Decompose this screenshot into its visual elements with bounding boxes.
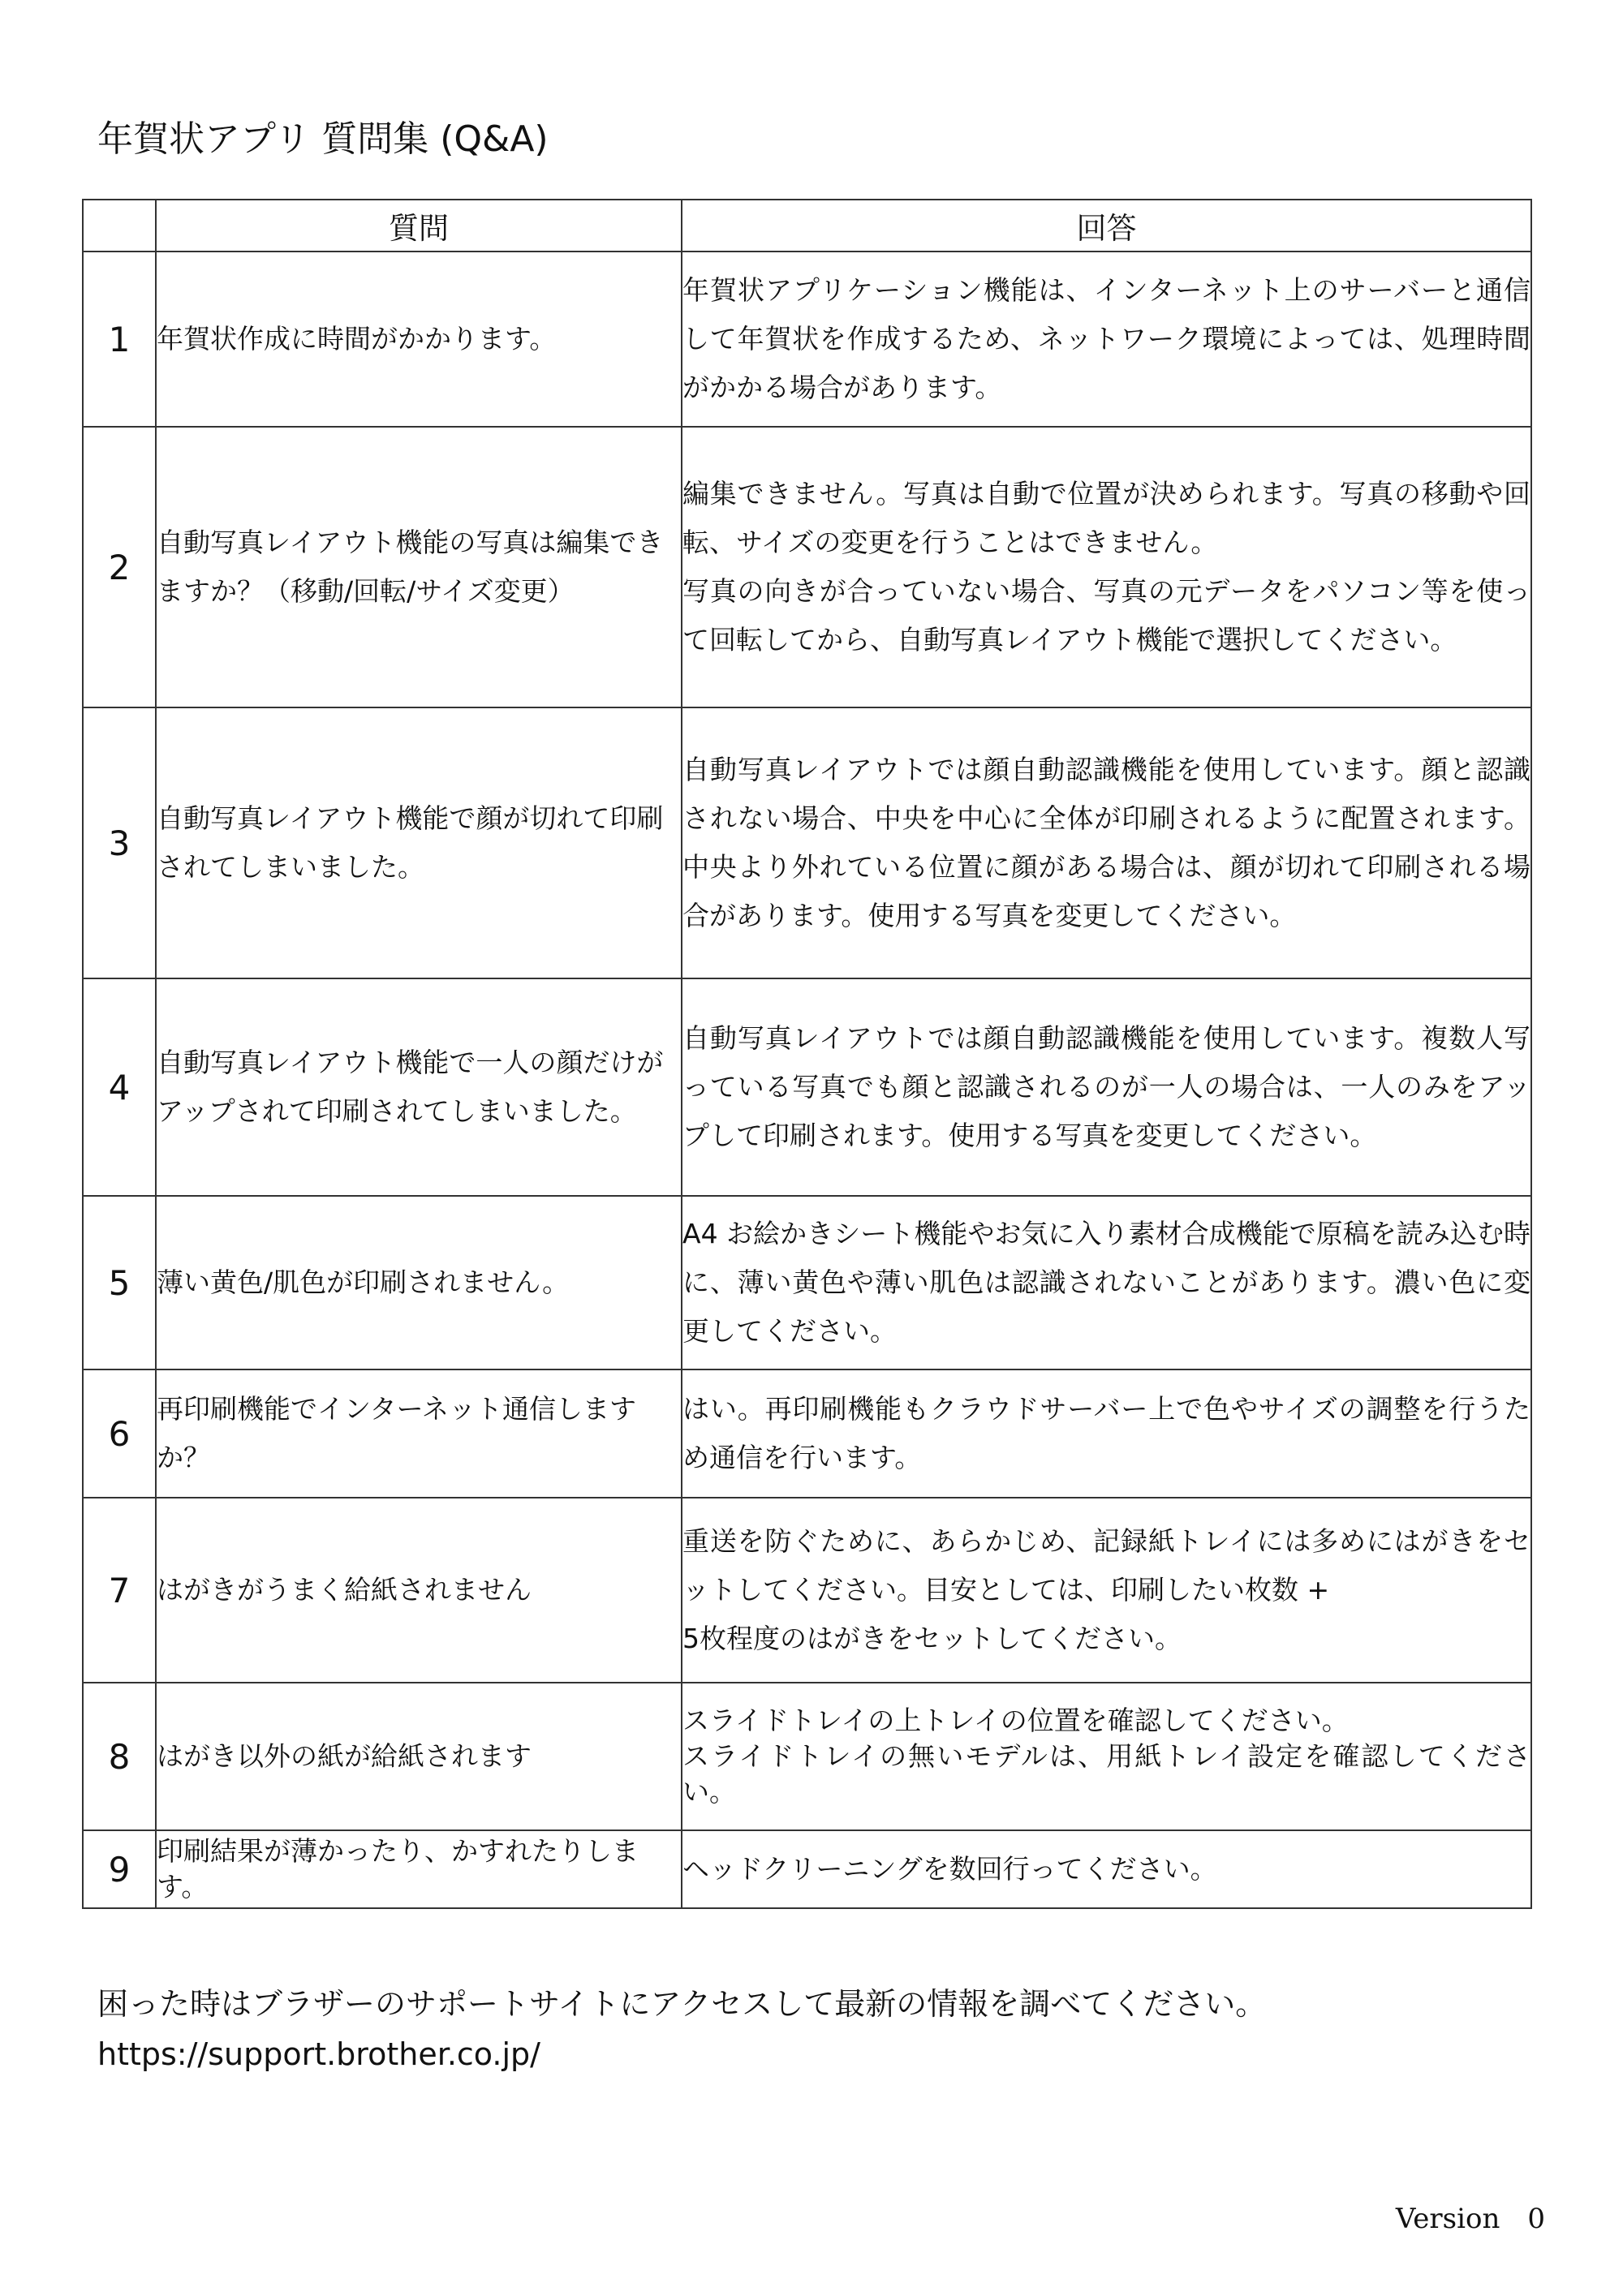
- row-question: 再印刷機能でインターネット通信しますか？: [156, 1369, 682, 1498]
- answer-paragraph: 自動写真レイアウトでは顔自動認識機能を使用しています。複数人写っている写真でも顔と認識されるのが一人の場合は、一人のみをアップして印刷されます。使用する写真を変更してください。: [682, 1022, 1530, 1151]
- row-question: はがき以外の紙が給紙されます: [156, 1683, 682, 1830]
- table-row: [83, 1196, 1531, 1369]
- row-number: 2: [83, 427, 156, 707]
- qa-table: [82, 199, 1532, 1909]
- row-number: 1: [83, 252, 156, 427]
- page-title: 年賀状アプリ 質問集 (Q&A): [97, 118, 549, 160]
- row-question: 印刷結果が薄かったり、かすれたりします。: [156, 1830, 682, 1908]
- answer-paragraph: スライドトレイの上トレイの位置を確認してください。: [682, 1705, 1349, 1736]
- row-number: 6: [83, 1369, 156, 1498]
- answer-paragraph: 5枚程度のはがきをセットしてください。: [682, 1623, 1182, 1654]
- row-question: 年賀状作成に時間がかかります。: [156, 252, 682, 427]
- table-row: [83, 427, 1531, 707]
- row-answer: [682, 1369, 1531, 1498]
- table-row: [83, 707, 1531, 978]
- answer-paragraph: スライドトレイの無いモデルは、用紙トレイ設定を確認してください。: [682, 1740, 1530, 1808]
- row-question: 自動写真レイアウト機能の写真は編集できますか？（移動/回転/サイズ変更）: [156, 427, 682, 707]
- row-answer: [682, 707, 1531, 978]
- row-answer: [682, 1196, 1531, 1369]
- answer-paragraph: A4 お絵かきシート機能やお気に入り素材合成機能で原稿を読み込む時に、薄い黄色や薄い肌色は認識されないことがあります。濃い色に変更してください。: [682, 1218, 1530, 1347]
- answer-paragraph: 写真の向きが合っていない場合、写真の元データをパソコン等を使って回転してから、自動写真レイアウト機能で選択してください。: [682, 575, 1530, 656]
- table-row: [83, 1498, 1531, 1683]
- row-question: 自動写真レイアウト機能で顔が切れて印刷されてしまいました。: [156, 707, 682, 978]
- table-row: [83, 1830, 1531, 1908]
- table-row: [83, 252, 1531, 427]
- table-header-row: [83, 200, 1531, 252]
- header-number: [83, 200, 156, 252]
- answer-paragraph: はい。再印刷機能もクラウドサーバー上で色やサイズの調整を行うため通信を行います。: [682, 1393, 1530, 1473]
- header-answer: 回答: [682, 200, 1531, 252]
- support-url-link[interactable]: https://support.brother.co.jp/: [97, 2036, 540, 2072]
- row-answer: [682, 978, 1531, 1196]
- row-question: 自動写真レイアウト機能で一人の顔だけがアップされて印刷されてしまいました。: [156, 978, 682, 1196]
- table-row: [83, 1369, 1531, 1498]
- support-message: 困った時はブラザーのサポートサイトにアクセスして最新の情報を調べてください。: [97, 1986, 1267, 2022]
- row-number: 4: [83, 978, 156, 1196]
- header-question: 質問: [156, 200, 682, 252]
- row-answer: [682, 1498, 1531, 1683]
- answer-paragraph: 編集できません。写真は自動で位置が決められます。写真の移動や回転、サイズの変更を行うことはできません。: [682, 478, 1530, 558]
- row-question: 薄い黄色/肌色が印刷されません。: [156, 1196, 682, 1369]
- row-answer: [682, 1683, 1531, 1830]
- version-label: Version 0: [1395, 2203, 1545, 2235]
- answer-paragraph: 自動写真レイアウトでは顔自動認識機能を使用しています。顔と認識されない場合、中央を中心に全体が印刷されるように配置されます。中央より外れている位置に顔がある場合は、顔が切れて印刷される場合があります。使用する写真を変更してください。: [682, 754, 1531, 931]
- row-number: 5: [83, 1196, 156, 1369]
- row-question: はがきがうまく給紙されません: [156, 1498, 682, 1683]
- row-number: 7: [83, 1498, 156, 1683]
- row-number: 9: [83, 1830, 156, 1908]
- table-row: [83, 1683, 1531, 1830]
- row-answer: [682, 252, 1531, 427]
- table-row: [83, 978, 1531, 1196]
- row-answer: [682, 427, 1531, 707]
- row-answer: [682, 1830, 1531, 1908]
- answer-paragraph: 重送を防ぐために、あらかじめ、記録紙トレイには多めにはがきをセットしてください。目安としては、印刷したい枚数 +: [682, 1525, 1530, 1606]
- answer-paragraph: ヘッドクリーニングを数回行ってください。: [682, 1853, 1217, 1885]
- row-number: 3: [83, 707, 156, 978]
- row-number: 8: [83, 1683, 156, 1830]
- answer-paragraph: 年賀状アプリケーション機能は、インターネット上のサーバーと通信して年賀状を作成するため、ネットワーク環境によっては、処理時間がかかる場合があります。: [682, 274, 1530, 403]
